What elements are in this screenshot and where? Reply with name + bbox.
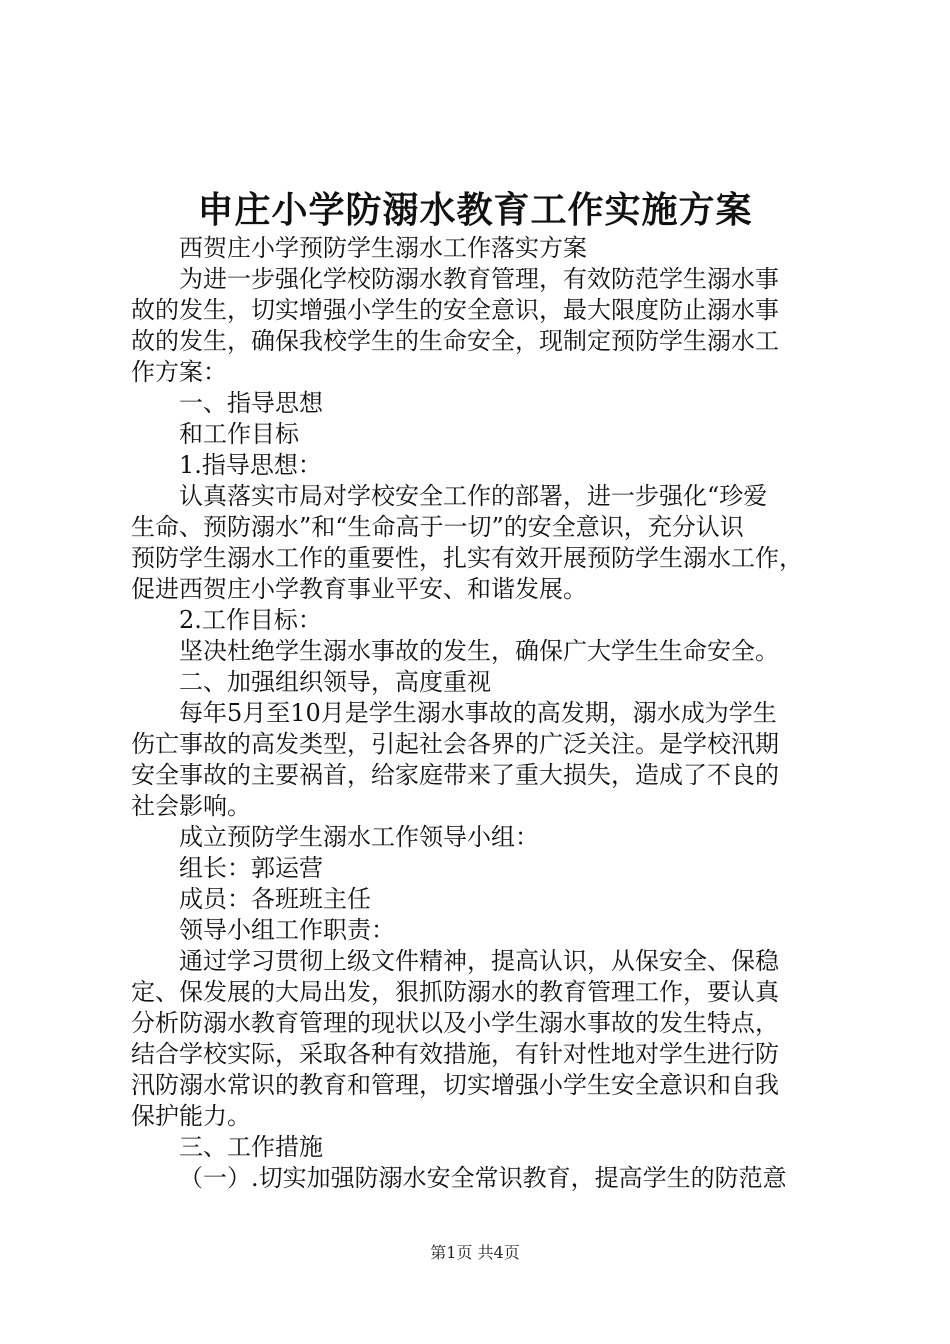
body-line: 成员：各班班主任 [179, 885, 371, 913]
body-line: 每年5月至10月是学生溺水事故的高发期，溺水成为学生 [179, 699, 777, 727]
body-line: 生命、预防溺水”和“生命高于一切”的安全意识，充分认识 [131, 513, 744, 541]
body-line: 通过学习贯彻上级文件精神，提高认识，从保安全、保稳 [179, 947, 779, 975]
body-line: 伤亡事故的高发类型，引起社会各界的广泛关注。是学校汛期 [131, 730, 779, 758]
body-line: 领导小组工作职责： [179, 916, 395, 944]
body-line: 认真落实市局对学校安全工作的部署，进一步强化“珍爱 [179, 482, 768, 510]
body-line: 分析防溺水教育管理的现状以及小学生溺水事故的发生特点， [131, 1009, 779, 1037]
body-line: 一、指导思想 [179, 389, 323, 417]
body-line: 西贺庄小学预防学生溺水工作落实方案 [179, 234, 587, 262]
body-line: （一）.切实加强防溺水安全常识教育，提高学生的防范意 [179, 1164, 787, 1192]
body-line: 故的发生，切实增强小学生的安全意识，最大限度防止溺水事 [131, 296, 779, 324]
body-line: 预防学生溺水工作的重要性，扎实有效开展预防学生溺水工作， [131, 544, 803, 572]
body-line: 保护能力。 [131, 1102, 251, 1130]
document-body [131, 233, 839, 1194]
body-line: 成立预防学生溺水工作领导小组： [179, 823, 539, 851]
body-line: 作方案： [131, 358, 227, 386]
body-line: 和工作目标 [179, 420, 299, 448]
body-line: 社会影响。 [131, 792, 251, 820]
body-line: 1.指导思想： [179, 451, 322, 479]
body-line: 安全事故的主要祸首，给家庭带来了重大损失，造成了不良的 [131, 761, 779, 789]
body-line: 定、保发展的大局出发，狠抓防溺水的教育管理工作，要认真 [131, 978, 779, 1006]
body-line: 促进西贺庄小学教育事业平安、和谐发展。 [131, 575, 587, 603]
body-line: 二、加强组织领导，高度重视 [179, 668, 491, 696]
page-footer: 第1页 共4页 [430, 1243, 520, 1262]
body-line: 故的发生，确保我校学生的生命安全，现制定预防学生溺水工 [131, 327, 779, 355]
body-line: 汛防溺水常识的教育和管理，切实增强小学生安全意识和自我 [131, 1071, 779, 1099]
body-line: 2.工作目标： [179, 606, 322, 634]
body-line: 结合学校实际，采取各种有效措施，有针对性地对学生进行防 [131, 1040, 779, 1068]
document-title: 申庄小学防溺水教育工作实施方案 [197, 189, 753, 231]
body-line: 为进一步强化学校防溺水教育管理，有效防范学生溺水事 [179, 265, 779, 293]
body-line: 组长：郭运营 [179, 854, 323, 882]
body-line: 三、工作措施 [179, 1133, 323, 1161]
body-line: 坚决杜绝学生溺水事故的发生，确保广大学生生命安全。 [179, 637, 779, 665]
